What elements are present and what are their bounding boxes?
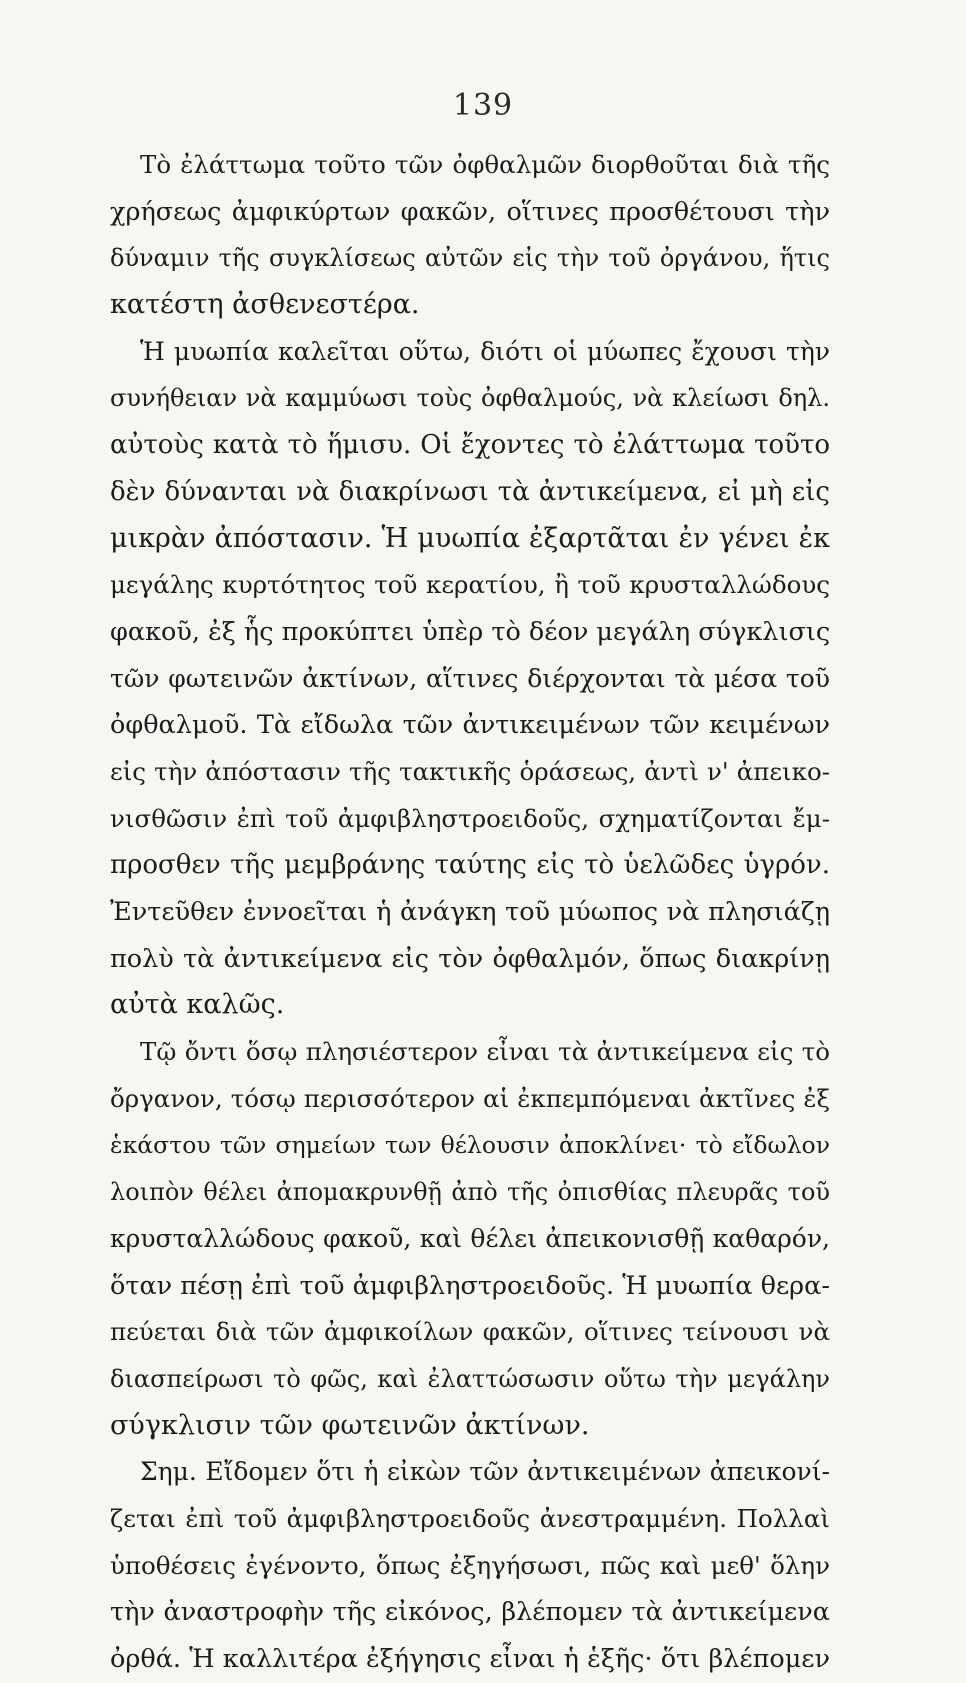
text-line: Ἡ μυωπία καλεῖται οὕτω, διότι οἱ μύωπες ἔχουσι τὴν [140, 336, 830, 366]
text-line: τὴν ἀναστροφὴν τῆς εἰκόνος, βλέπομεν τὰ ἀντικείμενα [110, 1597, 830, 1628]
text-line: ἑκάστου τῶν σημείων των θέλουσιν ἀποκλίνει· τὸ εἴδωλον [110, 1131, 830, 1160]
text-line: δύναμιν τῆς συγκλίσεως αὐτῶν εἰς τὴν τοῦ ὀργάνου, ἥτις [110, 244, 830, 273]
text-line: μεγάλης κυρτότητος τοῦ κερατίου, ἢ τοῦ κρυσταλλώδους [110, 570, 830, 600]
text-line: διασπείρωσι τὸ φῶς, καὶ ἐλαττώσωσιν οὕτω τὴν μεγάλην [110, 1364, 830, 1393]
text-line: φακοῦ, ἐξ ἧς προκύπτει ὑπὲρ τὸ δέον μεγάλη σύγκλισις [110, 616, 831, 647]
body-text [110, 142, 830, 1683]
text-line: ὀφθαλμοῦ. Τὰ εἴδωλα τῶν ἀντικειμένων τῶν κειμένων [110, 710, 830, 741]
text-line: Τὸ ἐλάττωμα τοῦτο τῶν ὀφθαλμῶν διορθοῦται διὰ τῆς [140, 150, 830, 179]
text-line: Ἐντεῦθεν ἐννοεῖται ἡ ἀνάγκη τοῦ μύωπος νὰ πλησιάζῃ [110, 897, 830, 927]
text-line: κατέστη ἀσθενεστέρα. [110, 289, 420, 321]
text-line: μικρὰν ἀπόστασιν. Ἡ μυωπία ἐξαρτᾶται ἐν γένει ἐκ [110, 522, 830, 554]
text-line: αὐτὰ καλῶς. [110, 989, 285, 1021]
text-line: Τῷ ὄντι ὅσῳ πλησιέστερον εἶναι τὰ ἀντικείμενα εἰς τὸ [140, 1037, 830, 1067]
text-line: προσθεν τῆς μεμβράνης ταύτης εἰς τὸ ὑελῶδες ὑγρόν. [110, 850, 830, 881]
text-line: αὐτοὺς κατὰ τὸ ἥμισυ. Οἱ ἔχοντες τὸ ἐλάττωμα τοῦτο [110, 430, 830, 461]
text-line: νισθῶσιν ἐπὶ τοῦ ἀμφιβληστροειδοῦς, σχηματίζονται ἔμ- [110, 803, 830, 833]
text-line: κρυσταλλώδους φακοῦ, καὶ θέλει ἀπεικονισθῇ καθαρόν, [110, 1223, 830, 1253]
text-line: χρήσεως ἀμφικύρτων φακῶν, οἵτινες προσθέτουσι τὴν [110, 196, 830, 227]
text-line: Σημ. Εἴδομεν ὅτι ἡ εἰκὼν τῶν ἀντικειμένων ἀπεικονί- [140, 1457, 830, 1487]
text-line: εἰς τὴν ἀπόστασιν τῆς τακτικῆς ὁράσεως, ἀντὶ ν' ἀπεικο- [110, 756, 830, 786]
text-line: πολὺ τὰ ἀντικείμενα εἰς τὸν ὀφθαλμόν, ὅπως διακρίνῃ [110, 943, 830, 974]
text-line: ὅταν πέσῃ ἐπὶ τοῦ ἀμφιβληστροειδοῦς. Ἡ μυωπία θερα- [110, 1270, 831, 1301]
text-line: ζεται ἐπὶ τοῦ ἀμφιβληστροειδοῦς ἀνεστραμμένη. Πολλαὶ [110, 1503, 830, 1533]
text-line: συνήθειαν νὰ καμμύωσι τοὺς ὀφθαλμούς, νὰ κλείωσι δηλ. [110, 384, 830, 413]
text-line: τῶν φωτεινῶν ἀκτίνων, αἵτινες διέρχονται τὰ μέσα τοῦ [110, 663, 830, 693]
text-line: σύγκλισιν τῶν φωτεινῶν ἀκτίνων. [110, 1409, 590, 1441]
text-line: ὀρθά. Ἡ καλλιτέρα ἐξήγησις εἶναι ἡ ἑξῆς· ὅτι βλέπομεν [110, 1644, 830, 1674]
text-line: ὑποθέσεις ἐγένοντο, ὅπως ἐξηγήσωσι, πῶς καὶ μεθ' ὅλην [110, 1550, 830, 1580]
text-line: δὲν δύνανται νὰ διακρίνωσι τὰ ἀντικείμενα, εἰ μὴ εἰς [110, 476, 830, 507]
text-line: ὄργανον, τόσῳ περισσότερον αἱ ἐκπεμπόμεναι ἀκτῖνες ἐξ [110, 1083, 830, 1113]
text-line: λοιπὸν θέλει ἀπομακρυνθῇ ἀπὸ τῆς ὀπισθίας πλευρᾶς τοῦ [110, 1178, 830, 1207]
page-number: 139 [452, 88, 514, 123]
text-line: πεύεται διὰ τῶν ἀμφικοίλων φακῶν, οἵτινες τείνουσι νὰ [110, 1317, 830, 1347]
